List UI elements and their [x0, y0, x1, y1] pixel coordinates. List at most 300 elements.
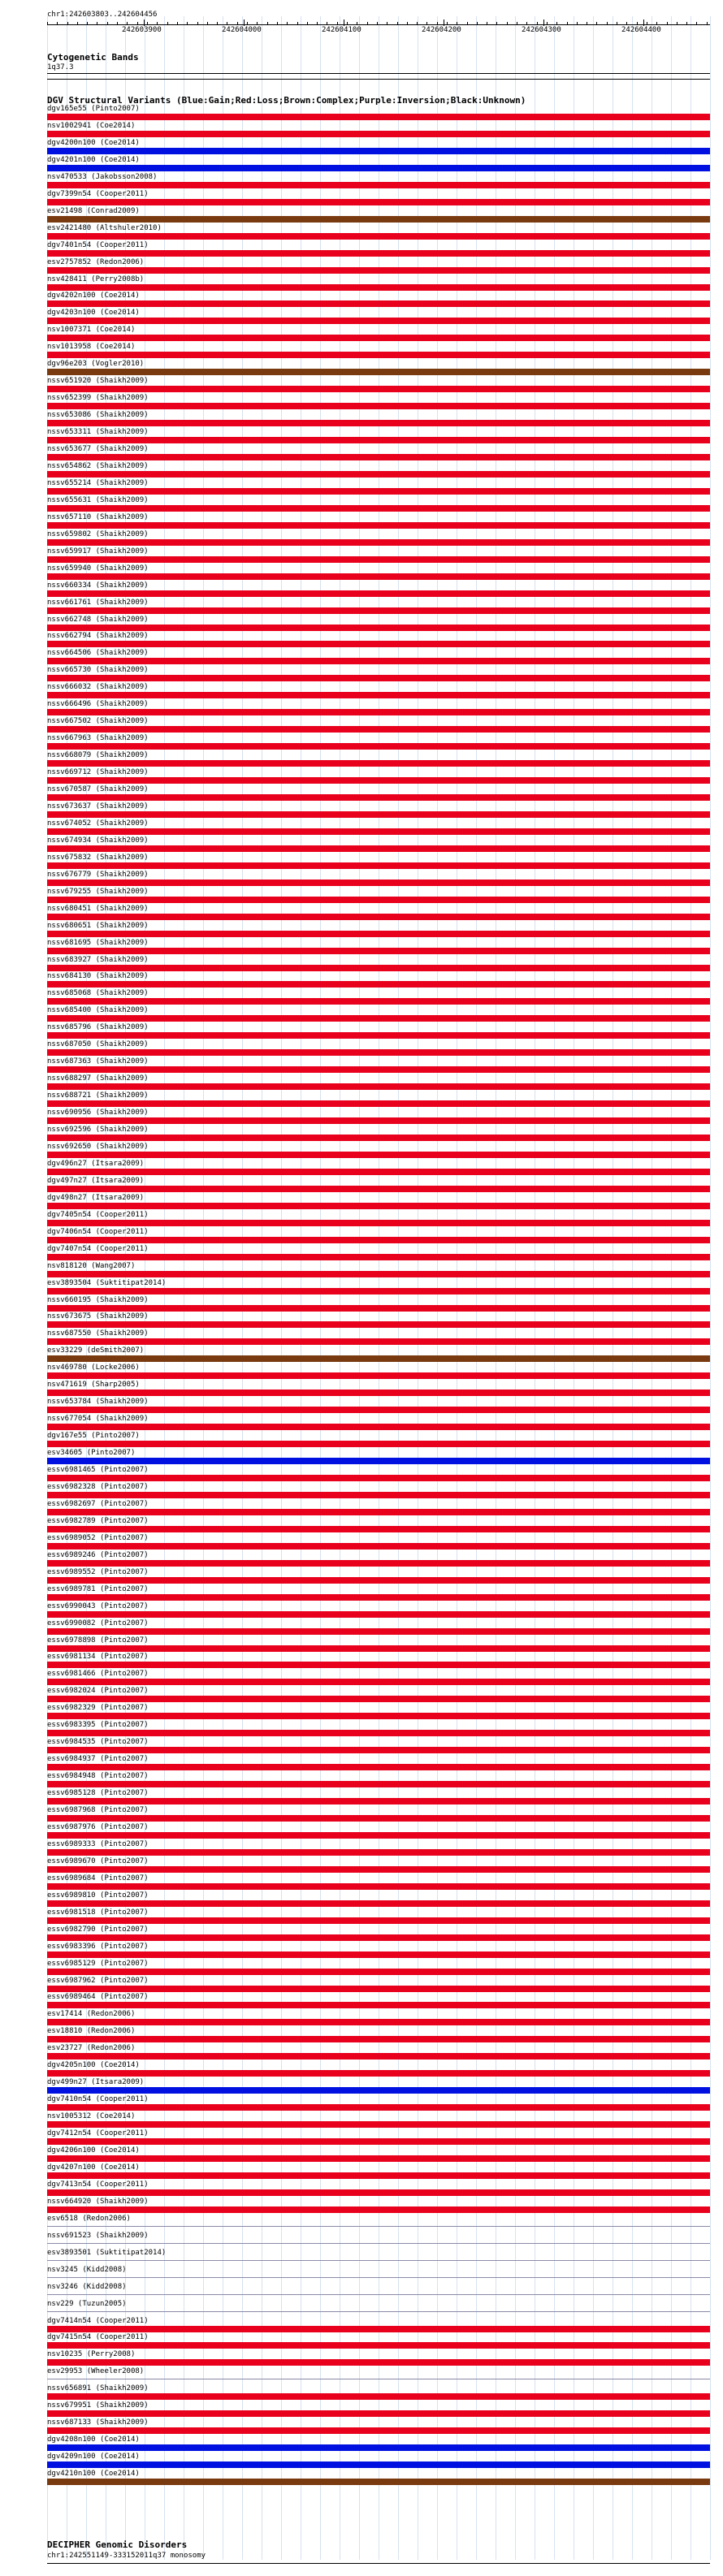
dgv-track-label: nssv681695 (Shaikh2009) — [47, 939, 149, 947]
dgv-variant-bar[interactable] — [47, 2138, 710, 2145]
dgv-track-label: dgv4208n100 (Coe2014) — [47, 2436, 140, 2444]
dgv-variant-bar[interactable] — [47, 1934, 710, 1941]
dgv-variant-bar[interactable] — [47, 981, 710, 988]
dgv-variant-bar[interactable] — [47, 1372, 710, 1379]
dgv-variant-bar[interactable] — [47, 811, 710, 818]
dgv-variant-bar[interactable] — [47, 2155, 710, 2162]
dgv-variant-bar[interactable] — [47, 1969, 710, 1975]
dgv-track-label: nssv687050 (Shaikh2009) — [47, 1040, 149, 1048]
dgv-track-label: nssv655214 (Shaikh2009) — [47, 479, 149, 487]
dgv-track-label: nsv471619 (Sharp2005) — [47, 1381, 140, 1389]
dgv-track-label: dgv4210n100 (Coe2014) — [47, 2470, 140, 2478]
dgv-variant-bar[interactable] — [47, 318, 710, 324]
dgv-track-label: dgv4207n100 (Coe2014) — [47, 2163, 140, 2172]
dgv-track-label: esv34605 (Pinto2007) — [47, 1449, 136, 1457]
ruler-minor-tick — [127, 22, 128, 24]
dgv-track-label: dgv7399n54 (Cooper2011) — [47, 190, 149, 198]
dgv-variant-bar[interactable] — [47, 488, 710, 495]
dgv-track-label: nssv653086 (Shaikh2009) — [47, 411, 149, 419]
ruler-minor-tick — [257, 22, 258, 24]
ruler-major-tick — [244, 19, 245, 26]
dgv-track-label: essv6984535 (Pinto2007) — [47, 1738, 149, 1746]
dgv-track-label: dgv4206n100 (Coe2014) — [47, 2146, 140, 2155]
dgv-variant-bar[interactable] — [47, 2002, 710, 2008]
dgv-track-label: nsv818120 (Wang2007) — [47, 1262, 136, 1270]
dgv-track-label: essv6989781 (Pinto2007) — [47, 1585, 149, 1593]
dgv-track-label: nsv3245 (Kidd2008) — [47, 2266, 127, 2274]
ruler-minor-tick — [207, 22, 208, 24]
dgv-variant-bar[interactable] — [47, 1492, 710, 1498]
dgv-variant-bar[interactable] — [47, 1645, 710, 1652]
dgv-track-label: nsv10235 (Perry2008) — [47, 2350, 136, 2358]
dgv-variant-bar[interactable] — [47, 165, 710, 171]
dgv-track-label: nsv469780 (Locke2006) — [47, 1364, 140, 1372]
dgv-track-label: dgv7407n54 (Cooper2011) — [47, 1245, 149, 1253]
dgv-track-label: dgv4201n100 (Coe2014) — [47, 156, 140, 164]
dgv-variant-bar[interactable] — [47, 692, 710, 698]
dgv-variant-bar[interactable] — [47, 760, 710, 767]
dgv-variant-bar[interactable] — [47, 2294, 710, 2295]
dgv-track-label: essv6985129 (Pinto2007) — [47, 1960, 149, 1968]
dgv-track-label: essv6989246 (Pinto2007) — [47, 1551, 149, 1559]
dgv-variant-bar[interactable] — [47, 1355, 710, 1362]
dgv-variant-bar[interactable] — [47, 1798, 710, 1804]
dgv-track-label: dgv7401n54 (Cooper2011) — [47, 241, 149, 249]
dgv-track-label: nssv685796 (Shaikh2009) — [47, 1023, 149, 1031]
dgv-variant-bar[interactable] — [47, 1441, 710, 1447]
dgv-variant-bar[interactable] — [47, 2342, 710, 2349]
dgv-variant-bar[interactable] — [47, 2036, 710, 2042]
dgv-track-label: nssv659940 (Shaikh2009) — [47, 564, 149, 573]
dgv-variant-bar[interactable] — [47, 522, 710, 529]
ruler-minor-tick — [467, 22, 468, 24]
ruler-minor-tick — [496, 22, 497, 24]
ruler-axis — [47, 24, 710, 25]
dgv-track-label: nssv666032 (Shaikh2009) — [47, 683, 149, 691]
dgv-variant-bar[interactable] — [47, 556, 710, 563]
ruler-minor-tick — [686, 22, 687, 24]
dgv-track-label: nsv1007371 (Coe2014) — [47, 326, 136, 334]
dgv-track-label: nsv1013958 (Coe2014) — [47, 343, 136, 351]
dgv-variant-bar[interactable] — [47, 948, 710, 954]
dgv-track-label: essv6983396 (Pinto2007) — [47, 1943, 149, 1951]
dgv-variant-bar[interactable] — [47, 1203, 710, 1209]
ruler-minor-tick — [347, 22, 348, 24]
dgv-track-label: dgv4203n100 (Coe2014) — [47, 309, 140, 317]
dgv-track-label: dgv96e203 (Vogler2010) — [47, 360, 145, 368]
dgv-variant-bar[interactable] — [47, 1169, 710, 1175]
ruler-minor-tick — [367, 22, 368, 24]
dgv-track-label: essv6981134 (Pinto2007) — [47, 1653, 149, 1661]
ruler-minor-tick — [87, 22, 88, 24]
dgv-track-label: nssv657110 (Shaikh2009) — [47, 513, 149, 521]
dgv-variant-bar[interactable] — [47, 2226, 710, 2227]
dgv-variant-bar[interactable] — [47, 386, 710, 392]
dgv-track-label: esv17414 (Redon2006) — [47, 2010, 136, 2018]
decipher-bar[interactable] — [47, 2563, 710, 2564]
dgv-track-label: nssv687363 (Shaikh2009) — [47, 1057, 149, 1065]
dgv-variant-bar[interactable] — [47, 2359, 710, 2366]
dgv-variant-bar[interactable] — [47, 658, 710, 664]
dgv-track-label: essv6981465 (Pinto2007) — [47, 1466, 149, 1474]
dgv-track-label: nssv653784 (Shaikh2009) — [47, 1398, 149, 1406]
dgv-variant-bar[interactable] — [47, 880, 710, 886]
dgv-variant-bar[interactable] — [47, 267, 710, 274]
dgv-track-label: nssv670587 (Shaikh2009) — [47, 785, 149, 793]
dgv-track-label: essv6990082 (Pinto2007) — [47, 1619, 149, 1627]
dgv-track-label: nssv685068 (Shaikh2009) — [47, 989, 149, 997]
dgv-variant-bar[interactable] — [47, 403, 710, 409]
dgv-variant-bar[interactable] — [47, 1560, 710, 1567]
dgv-track-label: nssv667963 (Shaikh2009) — [47, 734, 149, 742]
dgv-track-label: dgv499n27 (Itsara2009) — [47, 2078, 145, 2086]
dgv-variant-bar[interactable] — [47, 2104, 710, 2111]
dgv-variant-bar[interactable] — [47, 2087, 710, 2094]
dgv-track-label: essv6984937 (Pinto2007) — [47, 1755, 149, 1763]
dgv-track-label: essv6983395 (Pinto2007) — [47, 1721, 149, 1729]
ruler-minor-tick — [677, 22, 678, 24]
ruler-minor-tick — [247, 22, 248, 24]
dgv-variant-bar[interactable] — [47, 2121, 710, 2128]
dgv-variant-bar[interactable] — [47, 300, 710, 307]
dgv-variant-bar[interactable] — [47, 335, 710, 341]
dgv-track-label: nssv653311 (Shaikh2009) — [47, 428, 149, 436]
dgv-track-label: essv6984948 (Pinto2007) — [47, 1772, 149, 1780]
dgv-variant-bar[interactable] — [47, 607, 710, 614]
dgv-variant-bar[interactable] — [47, 1237, 710, 1243]
ruler-minor-tick — [447, 22, 448, 24]
dgv-variant-bar[interactable] — [47, 675, 710, 681]
dgv-variant-bar[interactable] — [47, 1594, 710, 1601]
dgv-track-label: nssv674052 (Shaikh2009) — [47, 819, 149, 828]
dgv-track-label: nssv659917 (Shaikh2009) — [47, 547, 149, 555]
dgv-variant-bar[interactable] — [47, 539, 710, 546]
dgv-variant-bar[interactable] — [47, 1662, 710, 1668]
dgv-track-label: nssv680651 (Shaikh2009) — [47, 922, 149, 930]
dgv-track-label: essv6981466 (Pinto2007) — [47, 1670, 149, 1678]
dgv-track-label: nssv653677 (Shaikh2009) — [47, 445, 149, 453]
ruler-minor-tick — [626, 22, 627, 24]
dgv-track-label: essv6989810 (Pinto2007) — [47, 1891, 149, 1900]
dgv-variant-bar[interactable] — [47, 965, 710, 971]
ruler-minor-tick — [437, 22, 438, 24]
ruler-major-tick — [144, 19, 145, 26]
dgv-track-label: esv18810 (Redon2006) — [47, 2027, 136, 2035]
dgv-variant-bar[interactable] — [47, 1696, 710, 1702]
section-divider — [47, 79, 710, 80]
dgv-variant-bar[interactable] — [47, 2444, 710, 2451]
dgv-track-label: nssv666496 (Shaikh2009) — [47, 700, 149, 708]
ruler-minor-tick — [337, 22, 338, 24]
dgv-variant-bar[interactable] — [47, 1271, 710, 1277]
dgv-variant-bar[interactable] — [47, 2206, 710, 2213]
dgv-track-label: nssv660195 (Shaikh2009) — [47, 1296, 149, 1304]
dgv-variant-bar[interactable] — [47, 1849, 710, 1856]
dgv-track-label: nssv659802 (Shaikh2009) — [47, 530, 149, 538]
dgv-variant-bar[interactable] — [47, 2277, 710, 2278]
dgv-variant-bar[interactable] — [47, 2326, 710, 2332]
dgv-track-label: dgv4200n100 (Coe2014) — [47, 139, 140, 147]
dgv-variant-bar[interactable] — [47, 709, 710, 715]
dgv-variant-bar[interactable] — [47, 216, 710, 223]
dgv-track-label: esv3893504 (Suktitipat2014) — [47, 1279, 167, 1287]
dgv-track-label: dgv7410n54 (Cooper2011) — [47, 2095, 149, 2103]
dgv-variant-bar[interactable] — [47, 931, 710, 937]
dgv-track-label: esv21498 (Conrad2009) — [47, 207, 140, 215]
dgv-variant-bar[interactable] — [47, 794, 710, 801]
dgv-variant-bar[interactable] — [47, 2427, 710, 2434]
dgv-track-label: nsv1002941 (Coe2014) — [47, 122, 136, 130]
dgv-track-label: nssv687133 (Shaikh2009) — [47, 2418, 149, 2427]
dgv-track-label: nsv428411 (Perry2008b) — [47, 275, 145, 283]
dgv-variant-bar[interactable] — [47, 1066, 710, 1073]
dgv-variant-bar[interactable] — [47, 1883, 710, 1890]
dgv-variant-bar[interactable] — [47, 862, 710, 869]
dgv-track-label: dgv167e55 (Pinto2007) — [47, 1432, 140, 1440]
dgv-track-label: nssv676779 (Shaikh2009) — [47, 871, 149, 879]
dgv-variant-bar[interactable] — [47, 131, 710, 137]
dgv-variant-bar[interactable] — [47, 1220, 710, 1226]
dgv-variant-bar[interactable] — [47, 1679, 710, 1685]
dgv-variant-bar[interactable] — [47, 914, 710, 920]
dgv-variant-bar[interactable] — [47, 1628, 710, 1635]
dgv-variant-bar[interactable] — [47, 471, 710, 478]
ruler-tick-label: 242604100 — [322, 26, 362, 34]
dgv-variant-bar[interactable] — [47, 2479, 710, 2485]
dgv-track-label: dgv4205n100 (Coe2014) — [47, 2061, 140, 2069]
ruler-minor-tick — [297, 22, 298, 24]
dgv-variant-bar[interactable] — [47, 2243, 710, 2244]
dgv-variant-bar[interactable] — [47, 2053, 710, 2060]
dgv-variant-bar[interactable] — [47, 284, 710, 291]
dgv-variant-bar[interactable] — [47, 454, 710, 460]
dgv-variant-bar[interactable] — [47, 1254, 710, 1260]
dgv-track-label: esv23727 (Redon2006) — [47, 2044, 136, 2052]
dgv-variant-bar[interactable] — [47, 1509, 710, 1515]
dgv-variant-bar[interactable] — [47, 1338, 710, 1345]
ruler-minor-tick — [577, 22, 578, 24]
ruler-minor-tick — [57, 22, 58, 24]
dgv-track-label: esv29953 (Wheeler2008) — [47, 2367, 145, 2375]
dgv-track-label: nssv679951 (Shaikh2009) — [47, 2401, 149, 2410]
dgv-track-label: essv6978898 (Pinto2007) — [47, 1636, 149, 1645]
dgv-variant-bar[interactable] — [47, 1730, 710, 1736]
dgv-track-label: nssv668079 (Shaikh2009) — [47, 751, 149, 759]
ruler-minor-tick — [696, 22, 697, 24]
dgv-variant-bar[interactable] — [47, 1458, 710, 1464]
dgv-track-label: dgv497n27 (Itsara2009) — [47, 1177, 145, 1185]
dgv-variant-bar[interactable] — [47, 250, 710, 257]
decipher-entry[interactable]: chr1:242551149-333152011q37 monosomy — [47, 2552, 206, 2560]
dgv-variant-bar[interactable] — [47, 2019, 710, 2025]
dgv-variant-bar[interactable] — [47, 641, 710, 647]
grid-line — [710, 16, 711, 2560]
dgv-track-label: nssv652399 (Shaikh2009) — [47, 394, 149, 402]
dgv-variant-bar[interactable] — [47, 1900, 710, 1907]
dgv-variant-bar[interactable] — [47, 2410, 710, 2417]
ruler-minor-tick — [237, 22, 238, 24]
dgv-variant-bar[interactable] — [47, 2260, 710, 2261]
ruler-tick-label: 242604200 — [422, 26, 461, 34]
ruler-minor-tick — [117, 22, 118, 24]
dgv-variant-bar[interactable] — [47, 233, 710, 240]
dgv-track-label: essv6982024 (Pinto2007) — [47, 1687, 149, 1695]
ruler-minor-tick — [177, 22, 178, 24]
dgv-track-label: dgv4209n100 (Coe2014) — [47, 2453, 140, 2461]
coordinates-label: chr1:242603803..242604456 — [47, 11, 158, 19]
dgv-track-label: dgv7415n54 (Cooper2011) — [47, 2333, 149, 2341]
dgv-track-label: dgv7412n54 (Cooper2011) — [47, 2129, 149, 2137]
dgv-variant-bar[interactable] — [47, 897, 710, 903]
dgv-track-label: nssv679255 (Shaikh2009) — [47, 888, 149, 896]
ruler-minor-tick — [107, 22, 108, 24]
ruler-minor-tick — [157, 22, 158, 24]
dgv-variant-bar[interactable] — [47, 1407, 710, 1413]
dgv-variant-bar[interactable] — [47, 199, 710, 205]
dgv-variant-bar[interactable] — [47, 369, 710, 375]
ruler-minor-tick — [197, 22, 198, 24]
ruler-tick-label: 242604000 — [222, 26, 262, 34]
dgv-track-label: nssv662794 (Shaikh2009) — [47, 632, 149, 640]
dgv-variant-bar[interactable] — [47, 1917, 710, 1924]
dgv-variant-bar[interactable] — [47, 1288, 710, 1294]
dgv-variant-bar[interactable] — [47, 182, 710, 188]
dgv-variant-bar[interactable] — [47, 1424, 710, 1430]
dgv-track-label: nssv683927 (Shaikh2009) — [47, 956, 149, 964]
dgv-track-label: dgv496n27 (Itsara2009) — [47, 1160, 145, 1168]
dgv-variant-bar[interactable] — [47, 2070, 710, 2077]
ruler-minor-tick — [277, 22, 278, 24]
dgv-track-label: dgv7406n54 (Cooper2011) — [47, 1228, 149, 1236]
dgv-variant-bar[interactable] — [47, 1577, 710, 1584]
ruler-minor-tick — [537, 22, 538, 24]
dgv-variant-bar[interactable] — [47, 1543, 710, 1549]
dgv-track-label: essv6989552 (Pinto2007) — [47, 1568, 149, 1576]
dgv-variant-bar[interactable] — [47, 743, 710, 750]
dgv-variant-bar[interactable] — [47, 1951, 710, 1958]
dgv-variant-bar[interactable] — [47, 828, 710, 835]
ruler-major-tick — [543, 19, 544, 26]
dgv-variant-bar[interactable] — [47, 1764, 710, 1770]
dgv-variant-bar[interactable] — [47, 2189, 710, 2196]
dgv-track-label: essv6982789 (Pinto2007) — [47, 1517, 149, 1525]
dgv-track-label: nsv3246 (Kidd2008) — [47, 2283, 127, 2291]
ruler-minor-tick — [147, 22, 148, 24]
ruler-minor-tick — [77, 22, 78, 24]
dgv-track-label: essv6987962 (Pinto2007) — [47, 1977, 149, 1985]
dgv-variant-bar[interactable] — [47, 437, 710, 443]
ruler-tick-label: 242604300 — [522, 26, 561, 34]
dgv-variant-bar[interactable] — [47, 777, 710, 784]
dgv-track-label: nssv675832 (Shaikh2009) — [47, 854, 149, 862]
dgv-track-label: nssv669712 (Shaikh2009) — [47, 768, 149, 776]
dgv-title: DGV Structural Variants (Blue:Gain;Red:Loss;Brown:Complex;Purple:Inversion;Black:Unknown) — [47, 95, 526, 106]
dgv-variant-bar[interactable] — [47, 845, 710, 852]
dgv-variant-bar[interactable] — [47, 1083, 710, 1090]
dgv-variant-bar[interactable] — [47, 1781, 710, 1787]
dgv-track-label: dgv7405n54 (Cooper2011) — [47, 1211, 149, 1219]
dgv-variant-bar[interactable] — [47, 1321, 710, 1328]
dgv-variant-bar[interactable] — [47, 148, 710, 154]
dgv-track-label: nssv673675 (Shaikh2009) — [47, 1312, 149, 1320]
dgv-track-label: nssv660334 (Shaikh2009) — [47, 581, 149, 590]
dgv-variant-bar[interactable] — [47, 1117, 710, 1124]
dgv-variant-bar[interactable] — [47, 1152, 710, 1158]
dgv-variant-bar[interactable] — [47, 2393, 710, 2400]
dgv-track-label: dgv4202n100 (Coe2014) — [47, 292, 140, 300]
dgv-variant-bar[interactable] — [47, 2311, 710, 2312]
dgv-track-label: essv6982790 (Pinto2007) — [47, 1926, 149, 1934]
dgv-variant-bar[interactable] — [47, 1747, 710, 1753]
ruler-minor-tick — [426, 22, 427, 24]
dgv-variant-bar[interactable] — [47, 1305, 710, 1312]
dgv-track-label: nssv656891 (Shaikh2009) — [47, 2384, 149, 2392]
dgv-track-label: dgv7414n54 (Cooper2011) — [47, 2317, 149, 2325]
dgv-track-label: nssv688721 (Shaikh2009) — [47, 1091, 149, 1100]
ruler-tick-label: 242603900 — [122, 26, 162, 34]
dgv-track-label: essv6989464 (Pinto2007) — [47, 1993, 149, 2001]
ruler-minor-tick — [267, 22, 268, 24]
dgv-track-label: dgv7413n54 (Cooper2011) — [47, 2181, 149, 2189]
dgv-variant-bar[interactable] — [47, 1032, 710, 1039]
dgv-variant-bar[interactable] — [47, 1475, 710, 1481]
dgv-variant-bar[interactable] — [47, 590, 710, 597]
dgv-track-label: nssv690956 (Shaikh2009) — [47, 1109, 149, 1117]
dgv-track-label: nssv692596 (Shaikh2009) — [47, 1126, 149, 1134]
dgv-variant-bar[interactable] — [47, 1135, 710, 1141]
dgv-variant-bar[interactable] — [47, 1526, 710, 1532]
ruler-minor-tick — [637, 22, 638, 24]
dgv-variant-bar[interactable] — [47, 114, 710, 120]
dgv-variant-bar[interactable] — [47, 1866, 710, 1873]
dgv-variant-bar[interactable] — [47, 352, 710, 358]
dgv-track-label: nssv673637 (Shaikh2009) — [47, 802, 149, 810]
ruler-minor-tick — [707, 22, 708, 24]
ruler-minor-tick — [556, 22, 557, 24]
ruler-minor-tick — [137, 22, 138, 24]
dgv-variant-bar[interactable] — [47, 1100, 710, 1107]
dgv-variant-bar[interactable] — [47, 1049, 710, 1056]
dgv-track-label: essv6987976 (Pinto2007) — [47, 1823, 149, 1831]
dgv-variant-bar[interactable] — [47, 1986, 710, 1992]
dgv-variant-bar[interactable] — [47, 998, 710, 1005]
dgv-variant-bar[interactable] — [47, 420, 710, 426]
dgv-variant-bar[interactable] — [47, 1611, 710, 1618]
dgv-variant-bar[interactable] — [47, 625, 710, 631]
dgv-track-label: nssv665730 (Shaikh2009) — [47, 666, 149, 674]
dgv-variant-bar[interactable] — [47, 2172, 710, 2179]
dgv-variant-bar[interactable] — [47, 505, 710, 512]
dgv-variant-bar[interactable] — [47, 1832, 710, 1839]
cytogenetic-band-bar[interactable] — [47, 73, 710, 74]
ruler-minor-tick — [377, 22, 378, 24]
dgv-track-label: nssv691523 (Shaikh2009) — [47, 2232, 149, 2240]
dgv-track-label: nsv470533 (Jakobsson2008) — [47, 173, 158, 181]
dgv-track-label: nssv680451 (Shaikh2009) — [47, 905, 149, 913]
ruler-minor-tick — [656, 22, 657, 24]
dgv-variant-bar[interactable] — [47, 726, 710, 733]
dgv-variant-bar[interactable] — [47, 1390, 710, 1396]
dgv-variant-bar[interactable] — [47, 1186, 710, 1192]
dgv-variant-bar[interactable] — [47, 1815, 710, 1822]
dgv-variant-bar[interactable] — [47, 1713, 710, 1719]
dgv-variant-bar[interactable] — [47, 573, 710, 580]
dgv-track-label: nssv661761 (Shaikh2009) — [47, 599, 149, 607]
dgv-track-label: nssv655631 (Shaikh2009) — [47, 496, 149, 504]
dgv-variant-bar[interactable] — [47, 1015, 710, 1022]
dgv-track-label: nssv692650 (Shaikh2009) — [47, 1143, 149, 1151]
dgv-variant-bar[interactable] — [47, 2461, 710, 2468]
